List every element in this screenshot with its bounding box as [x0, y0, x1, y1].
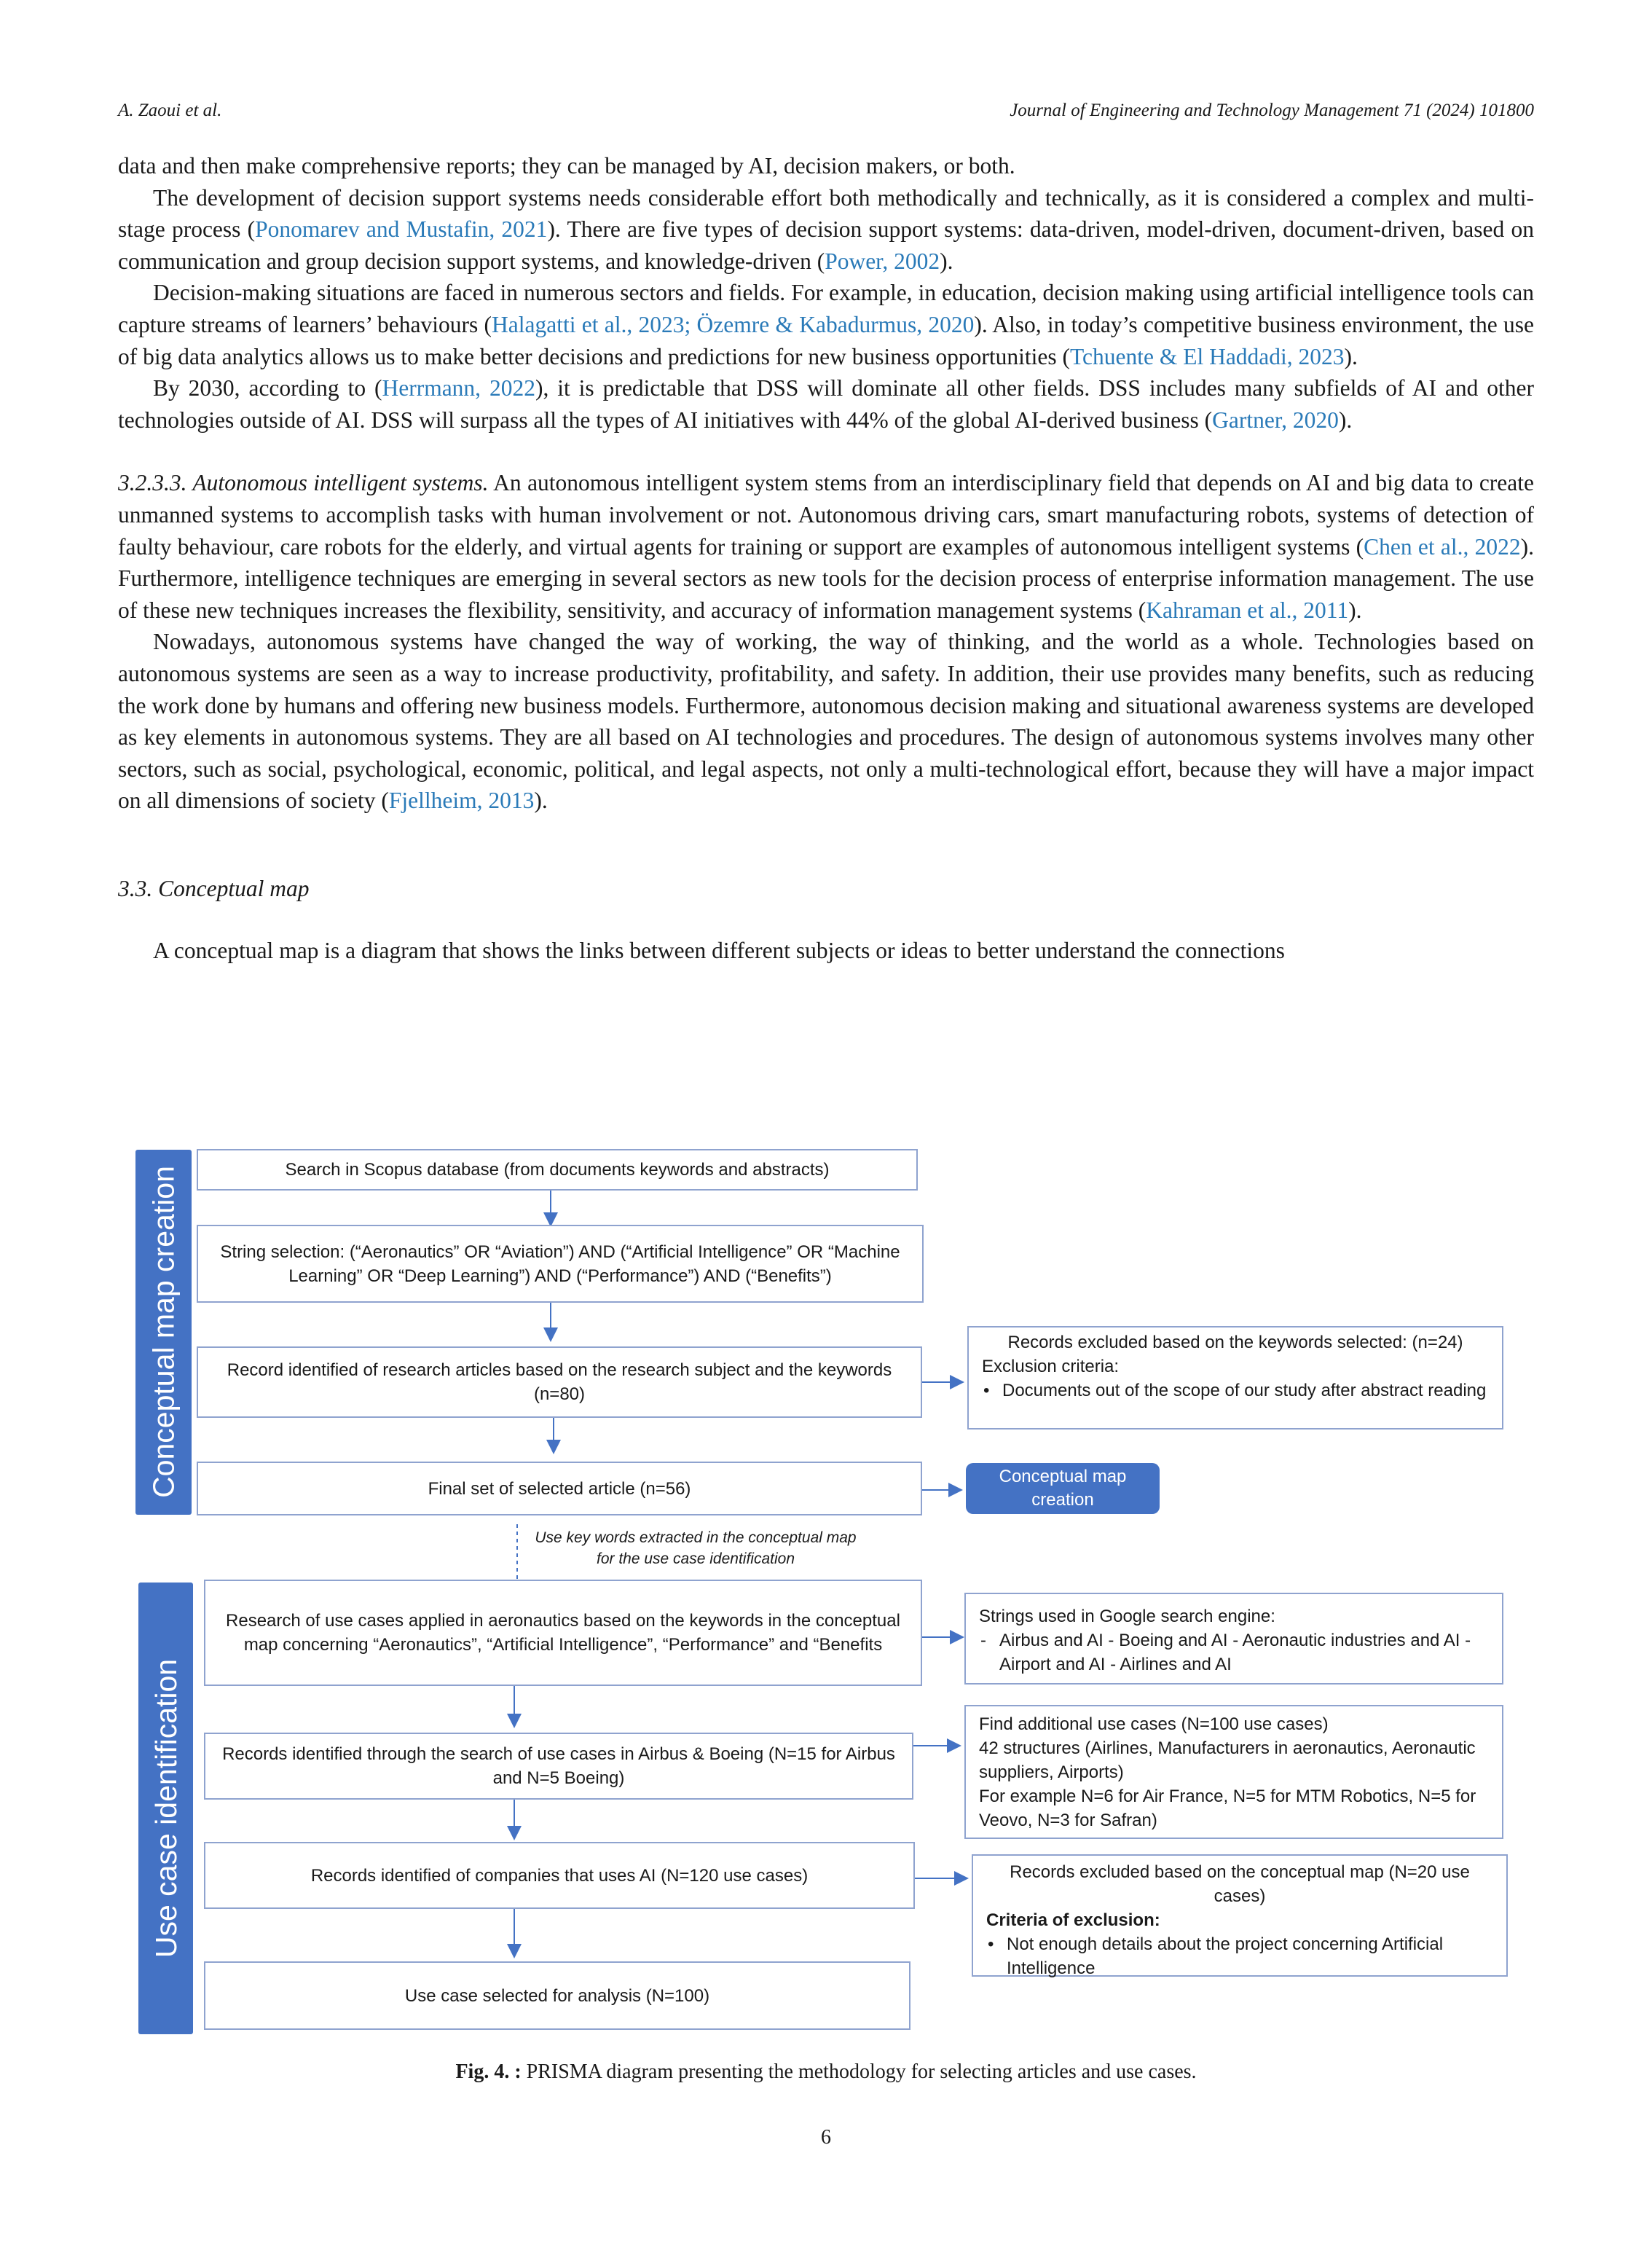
paragraph: The development of decision support systems needs considerable effort both methodically and technically, as it is considered a complex and multi-stage process (Ponomarev and Mustafin, 2021). There are five types of decision support systems: data-driven, model-driven, document-driven, based on communication and group decision support systems, and knowledge-driven (Power, 2002).	[118, 184, 1535, 274]
paragraph: By 2030, according to (Herrmann, 2022), it is predictable that DSS will dominate all other fields. DSS includes many subfields of AI and other technologies outside of AI. DSS will surpass all the types of AI initiatives with 44% of the global AI-derived business (Gartner, 2020).	[118, 375, 1534, 433]
citation-link[interactable]: Chen et al., 2022	[1364, 533, 1521, 560]
flow-box-additional-use-cases	[964, 1705, 1503, 1839]
flow-box-final-set: Final set of selected article (n=56)	[197, 1462, 922, 1515]
flow-box-companies-ai: Records identified of companies that uses AI (N=120 use cases)	[204, 1842, 915, 1909]
dashed-arrow-note: Use key words extracted in the conceptual map for the use case identification	[535, 1529, 857, 1567]
side-label-conceptual-map: Conceptual map creation	[146, 1166, 181, 1498]
running-header-journal: Journal of Engineering and Technology Management 71 (2024) 101800	[1010, 101, 1534, 120]
list-item: - Airbus and AI - Boeing and AI - Aeronautic industries and AI - Airport and AI - Airlines and AI	[999, 1628, 1489, 1676]
box-line: For example N=6 for Air France, N=5 for MTM Robotics, N=5 for Veovo, N=3 for Safran)	[979, 1787, 1476, 1830]
page-number: 6	[821, 2126, 831, 2149]
flow-box-search-scopus: Search in Scopus database (from documents keywords and abstracts)	[197, 1149, 918, 1191]
figure-caption: Fig. 4. : PRISMA diagram presenting the methodology for selecting articles and use cases.	[455, 2060, 1197, 2083]
flow-box-records-excluded-keywords	[967, 1326, 1503, 1430]
flow-box-airbus-boeing: Records identified through the search of use cases in Airbus & Boeing (N=15 for Airbus and N=5 Boeing)	[204, 1733, 913, 1800]
box-subtitle: Exclusion criteria:	[982, 1357, 1120, 1376]
flow-box-string-selection: String selection: (“Aeronautics” OR “Aviation”) AND (“Artificial Intelligence” OR “Machine Learning” OR “Deep Learning”) AND (“Performance”) AND (“Benefits”)	[197, 1225, 924, 1303]
box-line: 42 structures (Airlines, Manufacturers in aeronautics, Aeronautic suppliers, Airports)	[979, 1738, 1476, 1782]
paragraph: Decision-making situations are faced in numerous sectors and fields. For example, in education, decision making using artificial intelligence tools can capture streams of learners’ behaviours (Halagatti et al., 2023; Özemre & Kabadurmus, 2020). Also, in today’s competitive business environment, the use of big data analytics allows us to make better decisions and predictions for new business opportunities (Tchuente & El Haddadi, 2023).	[118, 280, 1535, 369]
side-label-bar-use-case	[138, 1583, 193, 2034]
box-title: Strings used in Google search engine:	[979, 1607, 1275, 1626]
section-heading: 3.3. Conceptual map	[118, 875, 310, 901]
flow-box-records-identified: Record identified of research articles based on the research subject and the keywords (n=80)	[197, 1346, 922, 1418]
box-title: Records excluded based on the conceptual map (N=20 use cases)	[1010, 1862, 1470, 1906]
flow-box-research-use-cases: Research of use cases applied in aeronautics based on the keywords in the conceptual map concerning “Aeronautics”, “Artificial Intelligence”, “Performance” and “Benefits	[204, 1580, 922, 1686]
list-item: • Not enough details about the project concerning Artificial Intelligence	[1007, 1932, 1493, 1980]
citation-link[interactable]: Fjellheim, 2013	[388, 788, 535, 814]
paragraph: data and then make comprehensive reports; they can be managed by AI, decision makers, or both.	[118, 153, 1015, 179]
side-label-use-case: Use case identification	[149, 1658, 183, 1958]
flow-box-records-excluded-map	[972, 1854, 1508, 1977]
citation-link[interactable]: Ponomarev and Mustafin, 2021	[255, 216, 548, 243]
citation-link[interactable]: Tchuente & El Haddadi, 2023	[1069, 343, 1345, 369]
box-subtitle: Criteria of exclusion:	[986, 1910, 1160, 1930]
section-heading: 3.2.3.3. Autonomous intelligent systems.	[118, 470, 489, 496]
paragraph: 3.2.3.3. Autonomous intelligent systems. An autonomous intelligent system stems from an interdisciplinary field that depends on AI and big data to create unmanned systems to accomplish tasks with human involvement or not. Autonomous driving cars, smart manufacturing robots, systems of detection of faulty behaviour, care robots for the elderly, and virtual agents for training or support are examples of autonomous intelligent systems (Chen et al., 2022). Furthermore, intelligence techniques are emerging in several sectors as new tools for the decision process of enterprise information management. The use of these new techniques increases the flexibility, sensitivity, and accuracy of information management systems (Kahraman et al., 2011).	[118, 470, 1534, 623]
citation-link[interactable]: Herrmann, 2022	[382, 375, 535, 401]
list-item: • Documents out of the scope of our study after abstract reading	[1002, 1379, 1489, 1403]
paragraph: Nowadays, autonomous systems have changed the way of working, the way of thinking, and the world as a whole. Technologies based on autonomous systems are seen as a way to increase productivity, profitability, and safety. In addition, their use provides many benefits, such as reducing the work done by humans and offering new business models. Furthermore, autonomous decision making and situational awareness systems are developed as key elements in autonomous systems. They are all based on AI technologies and procedures. The design of autonomous systems involves many other sectors, such as social, psychological, economic, political, and legal aspects, not only a multi-technological effort, because they will have a major impact on all dimensions of society (Fjellheim, 2013).	[118, 629, 1534, 814]
side-label-bar-conceptual-map	[135, 1150, 192, 1515]
conceptual-map-creation-pill: Conceptual map creation	[966, 1463, 1160, 1514]
running-header-authors: A. Zaoui et al.	[118, 101, 222, 120]
citation-link[interactable]: Gartner, 2020	[1212, 407, 1339, 433]
citation-link[interactable]: Power, 2002	[825, 248, 940, 274]
box-title: Records excluded based on the keywords selected: (n=24)	[1007, 1333, 1463, 1352]
paragraph: A conceptual map is a diagram that shows the links between different subjects or ideas to better understand the connections	[153, 938, 1285, 964]
figure-label: Fig. 4. :	[455, 2060, 522, 2083]
box-line: Find additional use cases (N=100 use cases)	[979, 1714, 1329, 1734]
citation-link[interactable]: Halagatti et al., 2023; Özemre & Kabadurmus, 2020	[492, 311, 975, 337]
citation-link[interactable]: Kahraman et al., 2011	[1146, 597, 1349, 623]
flow-box-google-strings	[964, 1593, 1503, 1685]
flow-box-use-case-selected: Use case selected for analysis (N=100)	[204, 1961, 910, 2030]
